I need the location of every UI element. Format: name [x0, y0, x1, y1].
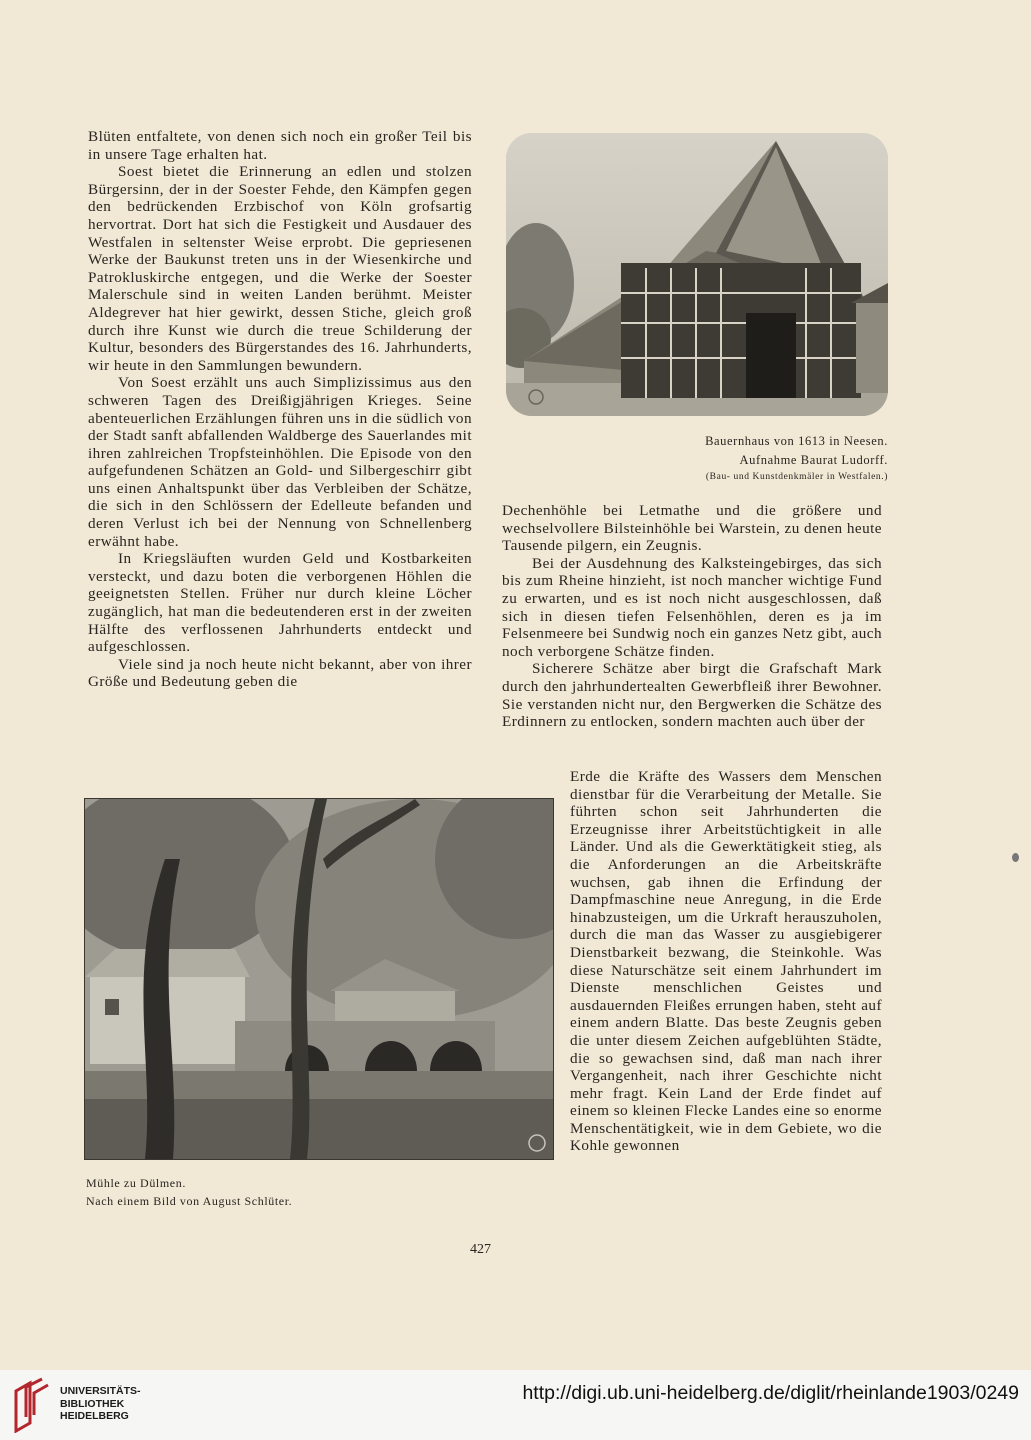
institution-line: BIBLIOTHEK	[60, 1397, 125, 1410]
photo-caption: Bauernhaus von 1613 in Neesen.	[705, 434, 888, 448]
institution-line: HEIDELBERG	[60, 1410, 129, 1422]
photo-credit: Aufnahme Baurat Ludorff.	[739, 453, 888, 467]
university-library-logo-icon	[12, 1377, 52, 1433]
document-url-link[interactable]: http://digi.ub.uni-heidelberg.de/diglit/rheinlande1903/0249	[522, 1382, 1019, 1404]
institution-line: UNIVERSITÄTS-	[60, 1385, 141, 1397]
right-text-column	[502, 502, 882, 731]
paragraph: In Kriegsläuften wurden Geld und Kostbarkeiten versteckt, und dazu boten die verborgenen Höhlen die geeignetsten Stellen. Früher nur durch kleine Löcher zugänglich, hat man die bedeutenderen erst in der zweiten Hälfte des verflossenen Jahrhunderts entdeckt und aufgeschlossen.	[88, 550, 472, 656]
photo-source: (Bau- und Kunstdenkmäler in Westfalen.)	[705, 472, 888, 482]
institution-name	[60, 1385, 141, 1423]
painting-caption: Mühle zu Dülmen.	[86, 1176, 186, 1190]
paragraph: Blüten entfaltete, von denen sich noch ein großer Teil bis in unsere Tage erhalten hat.	[88, 128, 472, 163]
paragraph: Erde die Kräfte des Wassers dem Menschen dienstbar für die Verarbeitung der Metalle. Sie führten schon seit Jahrhunderten die Erzeugnisse ihrer Arbeitstüchtigkeit in alle Länder. Und als die Gewerktätigkeit stieg, als die Anforderungen an die Arbeitskräfte wuchsen, gab ihnen die Erfindung der Dampfmaschine neue Anregung, in die Erde hinabzusteigen, um die Urkraft herauszuholen, durch die man das Wasser zu ausgiebigerer Dienstbarkeit bezwang, die Steinkohle. Was diese Naturschätze seit einem Jahrhundert im Dienste menschlichen Geistes und ausdauernden Fleißes errungen haben, steht auf einem andern Blatte. Das beste Zeugnis geben die unter diesem Zeichen aufgeblühten Städte, die so gewachsen sind, daß man nach ihrer Vergangenheit, nach ihrer Geschichte nicht mehr fragt. Kein Land der Erde findet auf einem so kleinen Flecke Landes eine so enorme Menschentätigkeit, wie in dem Gebiete, wo die Kohle gewonnen	[570, 768, 882, 1155]
farmhouse-illustration	[506, 133, 888, 416]
page-number: 427	[470, 1242, 491, 1257]
paragraph: Bei der Ausdehnung des Kalksteingebirges, das sich bis zum Rheine hinzieht, ist noch mancher wichtige Fund zu erwarten, und es ist noch nicht ausgeschlossen, daß sich in diesen tiefen Felsenhöhlen, deren es ja im Felsenmeere bei Sundwig noch ein ganzes Netz gibt, auch noch verborgene Schätze finden.	[502, 554, 882, 660]
paragraph: Von Soest erzählt uns auch Simplizissimus aus den schweren Tagen des Dreißigjährigen Krieges. Seine abenteuerlichen Erzählungen führen uns in die südlich von der Stadt sanft abfallenden Waldberge des Sauerlandes mit ihren zahlreichen Tropfsteinhöhlen. Die Episode von den aufgefundenen Schätzen an Gold- und Silbergeschirr gibt uns einen Anhaltspunkt über das Verbleiben der Schätze, die sich in den Schlössern der Edelleute befanden und deren Verlust ich bei der Nennung von Schnellenberg erwähnt habe.	[88, 374, 472, 550]
mill-illustration	[85, 799, 553, 1159]
paragraph: Soest bietet die Erinnerung an edlen und stolzen Bürgersinn, der in der Soester Fehde, den Kämpfen gegen den bedrückenden Erzbischof von Köln grofsartig hervortrat. Dort hat sich die Festigkeit und Ausdauer des Westfalen in seltenster Weise erprobt. Die gepriesenen Werke der Baukunst treten uns in der Wiesenkirche und Patrokluskirche entgegen, und die Werke der Soester Malerschule sind in weiten Landen berühmt. Meister Aldegrever hat hier gewirkt, dessen Stiche, gleich groß durch ihre Kunst wie durch die treue Schilderung der Kultur, besonders des Bürgerstandes des 16. Jahrhunderts, wir heute in den Sammlungen bewundern.	[88, 163, 472, 374]
paragraph: Viele sind ja noch heute nicht bekannt, aber von ihrer Größe und Bedeutung geben die	[88, 655, 472, 691]
binding-hole	[1012, 853, 1019, 862]
library-footer	[0, 1370, 1031, 1440]
mill-painting	[84, 798, 554, 1160]
painting-credit: Nach einem Bild von August Schlüter.	[86, 1194, 293, 1208]
paragraph: Dechenhöhle bei Letmathe und die größere und wechselvollere Bilsteinhöhle bei Warstein, zu denen heute Tausende pilgern, ein Zeugnis.	[502, 502, 882, 555]
paragraph: Sicherere Schätze aber birgt die Grafschaft Mark durch den jahrhundertealten Gewerbfleiß ihrer Bewohner. Sie verstanden nicht nur, den Bergwerken die Schätze des Erdinnern zu entlocken, sondern machten auch über der	[502, 660, 882, 731]
right-narrow-text	[570, 768, 882, 1155]
farmhouse-photo	[506, 133, 888, 416]
left-text-column	[88, 128, 472, 691]
